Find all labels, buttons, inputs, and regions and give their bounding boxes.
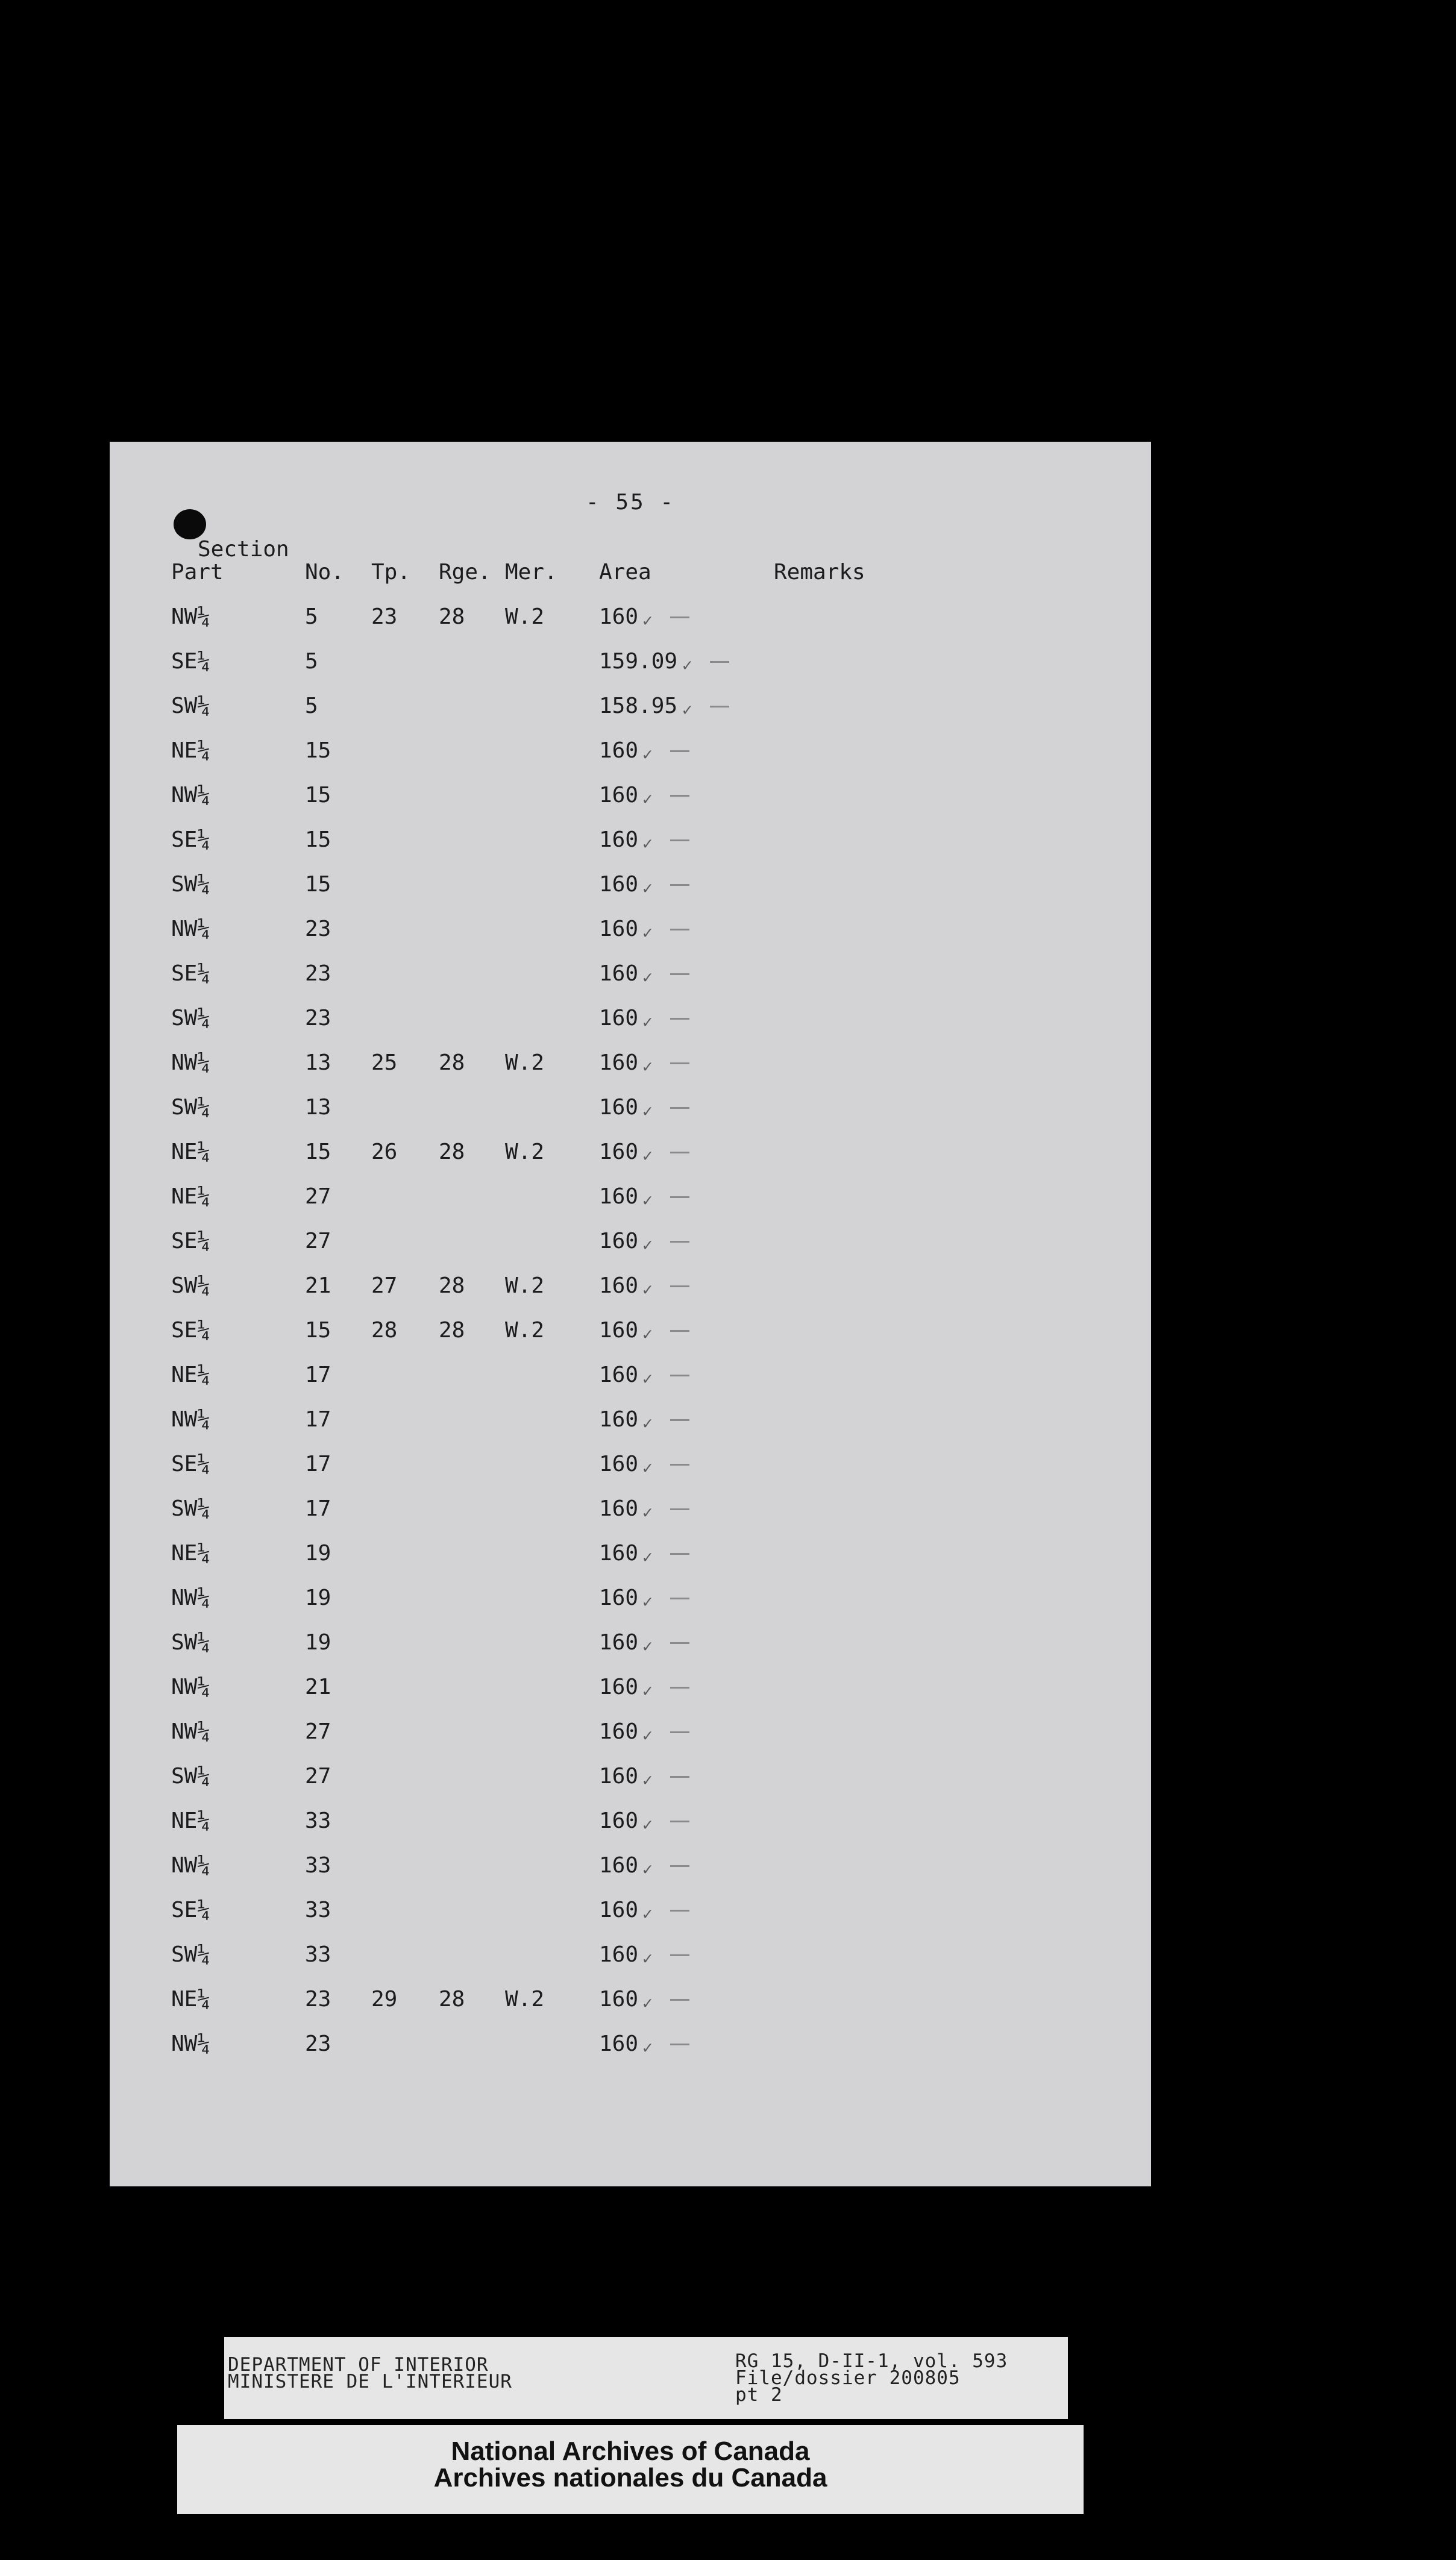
check-mark-icon: ✓	[642, 1324, 653, 1344]
tick-dash	[670, 1642, 689, 1644]
cell-part: SW¼	[171, 1006, 211, 1031]
cell-part: NE¼	[171, 1184, 211, 1209]
tick-dash	[670, 1508, 689, 1510]
check-mark-wrapper	[680, 696, 692, 721]
check-mark-wrapper	[640, 1499, 653, 1523]
cell-mer: W.2	[505, 1987, 545, 2012]
cell-part: SE¼	[171, 1898, 211, 1922]
tick-dash	[670, 1285, 689, 1287]
cell-part: NW¼	[171, 604, 211, 629]
cell-no: 15	[305, 872, 331, 897]
cell-part: NE¼	[171, 1541, 211, 1566]
check-mark-icon: ✓	[642, 1948, 653, 1968]
department-english: DEPARTMENT OF INTERIOR	[228, 2354, 489, 2376]
check-mark-wrapper	[640, 1766, 653, 1791]
cell-tp: 23	[371, 604, 398, 629]
tick-dash	[670, 616, 689, 618]
check-mark-icon: ✓	[642, 1993, 653, 2013]
tick-dash	[670, 1687, 689, 1689]
check-mark-icon: ✓	[642, 1681, 653, 1701]
cell-part: NW¼	[171, 1675, 211, 1699]
check-mark-wrapper	[640, 830, 653, 855]
check-mark-icon: ✓	[642, 1012, 653, 1032]
cell-area: 160	[599, 604, 639, 629]
cell-no: 5	[305, 604, 318, 629]
header-mer: Mer.	[505, 560, 557, 585]
cell-no: 17	[305, 1363, 331, 1387]
check-mark-wrapper	[680, 651, 692, 676]
check-mark-wrapper	[640, 1410, 653, 1434]
check-mark-wrapper	[640, 964, 653, 988]
cell-no: 17	[305, 1407, 331, 1432]
check-mark-wrapper	[640, 1231, 653, 1256]
check-mark-wrapper	[640, 1722, 653, 1746]
cell-mer: W.2	[505, 1318, 545, 1343]
tick-dash	[670, 1152, 689, 1153]
cell-no: 19	[305, 1541, 331, 1566]
check-mark-wrapper	[640, 1365, 653, 1390]
cell-no: 27	[305, 1184, 331, 1209]
cell-no: 23	[305, 1006, 331, 1031]
check-mark-icon: ✓	[642, 1235, 653, 1255]
check-mark-wrapper	[640, 1097, 653, 1122]
cell-no: 15	[305, 1318, 331, 1343]
cell-tp: 25	[371, 1050, 398, 1075]
check-mark-icon: ✓	[642, 1101, 653, 1121]
cell-part: SW¼	[171, 1095, 211, 1120]
check-mark-wrapper	[640, 1187, 653, 1211]
cell-rge: 28	[439, 1987, 465, 2012]
cell-mer: W.2	[505, 604, 545, 629]
reference-file: File/dossier 200805	[735, 2367, 961, 2389]
cell-mer: W.2	[505, 1140, 545, 1164]
cell-no: 15	[305, 783, 331, 808]
cell-area: 160	[599, 1050, 639, 1075]
check-mark-wrapper	[640, 1900, 653, 1925]
cell-part: SE¼	[171, 649, 211, 674]
cell-part: SW¼	[171, 1942, 211, 1967]
tick-dash	[670, 750, 689, 752]
tick-dash	[670, 1910, 689, 1912]
check-mark-wrapper	[640, 1811, 653, 1836]
cell-no: 5	[305, 694, 318, 718]
tick-dash	[670, 1821, 689, 1822]
check-mark-wrapper	[640, 1989, 653, 2014]
cell-part: NW¼	[171, 783, 211, 808]
check-mark-icon: ✓	[642, 1413, 653, 1433]
cell-no: 17	[305, 1496, 331, 1521]
cell-area: 158.95	[599, 694, 678, 718]
cell-part: NW¼	[171, 2031, 211, 2056]
tick-dash	[670, 1598, 689, 1599]
check-mark-wrapper	[640, 2034, 653, 2059]
cell-rge: 28	[439, 1318, 465, 1343]
cell-rge: 28	[439, 1273, 465, 1298]
check-mark-wrapper	[640, 785, 653, 810]
check-mark-wrapper	[640, 607, 653, 632]
cell-part: NW¼	[171, 1407, 211, 1432]
department-french: MINISTERE DE L'INTERIEUR	[228, 2371, 512, 2392]
cell-area: 160	[599, 1541, 639, 1566]
cell-area: 160	[599, 961, 639, 986]
tick-dash	[670, 1776, 689, 1778]
cell-area: 160	[599, 1764, 639, 1789]
tick-dash	[670, 1062, 689, 1064]
cell-part: SW¼	[171, 1496, 211, 1521]
check-mark-icon: ✓	[642, 1056, 653, 1076]
check-mark-wrapper	[640, 1454, 653, 1479]
cell-area: 160	[599, 1675, 639, 1699]
cell-area: 160	[599, 1586, 639, 1610]
cell-part: NE¼	[171, 1140, 211, 1164]
cell-area: 160	[599, 1318, 639, 1343]
reference-volume: RG 15, D-II-1, vol. 593	[735, 2350, 1008, 2372]
tick-dash	[710, 661, 729, 663]
cell-no: 27	[305, 1229, 331, 1253]
check-mark-wrapper	[640, 1142, 653, 1167]
cell-area: 160	[599, 1987, 639, 2012]
tick-dash	[670, 1954, 689, 1956]
cell-no: 23	[305, 2031, 331, 2056]
cell-area: 160	[599, 1407, 639, 1432]
check-mark-icon: ✓	[642, 1547, 653, 1567]
cell-part: SE¼	[171, 961, 211, 986]
check-mark-wrapper	[640, 1276, 653, 1300]
cell-part: NW¼	[171, 1586, 211, 1610]
reference-part: pt 2	[735, 2384, 783, 2406]
check-mark-icon: ✓	[642, 1859, 653, 1879]
check-mark-icon: ✓	[642, 1458, 653, 1478]
cell-tp: 26	[371, 1140, 398, 1164]
check-mark-icon: ✓	[642, 2038, 653, 2057]
tick-dash	[670, 1196, 689, 1198]
archives-banner	[177, 2425, 1084, 2514]
cell-area: 160	[599, 738, 639, 763]
cell-rge: 28	[439, 1140, 465, 1164]
check-mark-icon: ✓	[642, 1592, 653, 1611]
tick-dash	[670, 1375, 689, 1376]
cell-part: NE¼	[171, 1363, 211, 1387]
cell-rge: 28	[439, 604, 465, 629]
cell-part: SE¼	[171, 1229, 211, 1253]
cell-part: SW¼	[171, 1764, 211, 1789]
check-mark-icon: ✓	[642, 1190, 653, 1210]
cell-area: 160	[599, 1853, 639, 1878]
cell-part: SW¼	[171, 1273, 211, 1298]
check-mark-icon: ✓	[642, 878, 653, 898]
cell-no: 23	[305, 1987, 331, 2012]
archives-english: National Archives of Canada	[451, 2436, 810, 2466]
tick-dash	[670, 1107, 689, 1109]
cell-part: SW¼	[171, 872, 211, 897]
check-mark-icon: ✓	[642, 967, 653, 987]
cell-area: 160	[599, 2031, 639, 2056]
check-mark-wrapper	[640, 1633, 653, 1657]
cell-no: 19	[305, 1586, 331, 1610]
check-mark-wrapper	[640, 741, 653, 765]
cell-part: SW¼	[171, 694, 211, 718]
cell-no: 33	[305, 1942, 331, 1967]
check-mark-wrapper	[640, 1945, 653, 1969]
cell-no: 33	[305, 1853, 331, 1878]
cell-area: 160	[599, 917, 639, 941]
cell-no: 13	[305, 1095, 331, 1120]
cell-part: SE¼	[171, 827, 211, 852]
cell-no: 23	[305, 961, 331, 986]
cell-part: NW¼	[171, 1853, 211, 1878]
cell-part: NW¼	[171, 1719, 211, 1744]
check-mark-icon: ✓	[642, 833, 653, 853]
check-mark-icon: ✓	[642, 923, 653, 943]
header-area: Area	[599, 560, 651, 585]
cell-tp: 29	[371, 1987, 398, 2012]
check-mark-wrapper	[640, 1543, 653, 1568]
cell-part: NE¼	[171, 738, 211, 763]
tick-dash	[670, 1865, 689, 1867]
cell-no: 27	[305, 1764, 331, 1789]
cell-area: 160	[599, 1140, 639, 1164]
cell-rge: 28	[439, 1050, 465, 1075]
page-number: - 55 -	[585, 490, 676, 515]
cell-part: NE¼	[171, 1809, 211, 1833]
check-mark-wrapper	[640, 1320, 653, 1345]
cell-no: 17	[305, 1452, 331, 1476]
cell-area: 160	[599, 1898, 639, 1922]
cell-no: 21	[305, 1675, 331, 1699]
check-mark-icon: ✓	[682, 700, 692, 720]
tick-dash	[710, 706, 729, 707]
cell-area: 160	[599, 1184, 639, 1209]
tick-dash	[670, 1999, 689, 2001]
archive-reference-label	[224, 2337, 1068, 2419]
tick-dash	[670, 1419, 689, 1421]
cell-no: 23	[305, 917, 331, 941]
check-mark-icon: ✓	[682, 655, 692, 675]
cell-area: 160	[599, 827, 639, 852]
cell-area: 160	[599, 1452, 639, 1476]
check-mark-wrapper	[640, 1588, 653, 1613]
check-mark-wrapper	[640, 1856, 653, 1880]
header-no: No.	[305, 560, 345, 585]
header-part: Part	[171, 560, 224, 585]
cell-area: 159.09	[599, 649, 678, 674]
cell-part: NW¼	[171, 1050, 211, 1075]
check-mark-icon: ✓	[642, 1502, 653, 1522]
cell-part: SE¼	[171, 1452, 211, 1476]
tick-dash	[670, 795, 689, 797]
cell-no: 27	[305, 1719, 331, 1744]
check-mark-icon: ✓	[642, 1815, 653, 1834]
check-mark-icon: ✓	[642, 1636, 653, 1656]
document-page	[110, 442, 1151, 2186]
cell-area: 160	[599, 1095, 639, 1120]
cell-area: 160	[599, 1809, 639, 1833]
cell-no: 33	[305, 1809, 331, 1833]
check-mark-wrapper	[640, 874, 653, 899]
cell-part: NW¼	[171, 917, 211, 941]
cell-no: 21	[305, 1273, 331, 1298]
header-section: Section	[198, 537, 289, 562]
tick-dash	[670, 1731, 689, 1733]
cell-no: 15	[305, 827, 331, 852]
tick-dash	[670, 1464, 689, 1466]
cell-part: SE¼	[171, 1318, 211, 1343]
tick-dash	[670, 1018, 689, 1020]
check-mark-wrapper	[640, 1008, 653, 1033]
cell-no: 13	[305, 1050, 331, 1075]
cell-area: 160	[599, 1942, 639, 1967]
check-mark-icon: ✓	[642, 610, 653, 630]
cell-no: 15	[305, 738, 331, 763]
cell-mer: W.2	[505, 1273, 545, 1298]
check-mark-icon: ✓	[642, 1146, 653, 1165]
check-mark-icon: ✓	[642, 1725, 653, 1745]
cell-area: 160	[599, 783, 639, 808]
cell-area: 160	[599, 872, 639, 897]
cell-tp: 28	[371, 1318, 398, 1343]
check-mark-icon: ✓	[642, 1904, 653, 1924]
cell-area: 160	[599, 1229, 639, 1253]
tick-dash	[670, 1553, 689, 1555]
check-mark-wrapper	[640, 919, 653, 944]
check-mark-wrapper	[640, 1053, 653, 1078]
check-mark-icon: ✓	[642, 1770, 653, 1790]
tick-dash	[670, 884, 689, 886]
header-rge: Rge.	[439, 560, 491, 585]
tick-dash	[670, 929, 689, 930]
check-mark-icon: ✓	[642, 1279, 653, 1299]
header-remarks: Remarks	[774, 560, 865, 585]
header-tp: Tp.	[371, 560, 411, 585]
cell-tp: 27	[371, 1273, 398, 1298]
check-mark-wrapper	[640, 1677, 653, 1702]
cell-area: 160	[599, 1496, 639, 1521]
cell-area: 160	[599, 1630, 639, 1655]
cell-no: 15	[305, 1140, 331, 1164]
check-mark-icon: ✓	[642, 744, 653, 764]
cell-area: 160	[599, 1363, 639, 1387]
tick-dash	[670, 2044, 689, 2045]
tick-dash	[670, 973, 689, 975]
tick-dash	[670, 1241, 689, 1243]
cell-mer: W.2	[505, 1050, 545, 1075]
check-mark-icon: ✓	[642, 789, 653, 809]
cell-no: 5	[305, 649, 318, 674]
archives-french: Archives nationales du Canada	[433, 2463, 827, 2493]
cell-no: 33	[305, 1898, 331, 1922]
tick-dash	[670, 839, 689, 841]
cell-area: 160	[599, 1719, 639, 1744]
cell-area: 160	[599, 1273, 639, 1298]
check-mark-icon: ✓	[642, 1369, 653, 1388]
cell-no: 19	[305, 1630, 331, 1655]
cell-part: SW¼	[171, 1630, 211, 1655]
cell-area: 160	[599, 1006, 639, 1031]
cell-part: NE¼	[171, 1987, 211, 2012]
tick-dash	[670, 1330, 689, 1332]
